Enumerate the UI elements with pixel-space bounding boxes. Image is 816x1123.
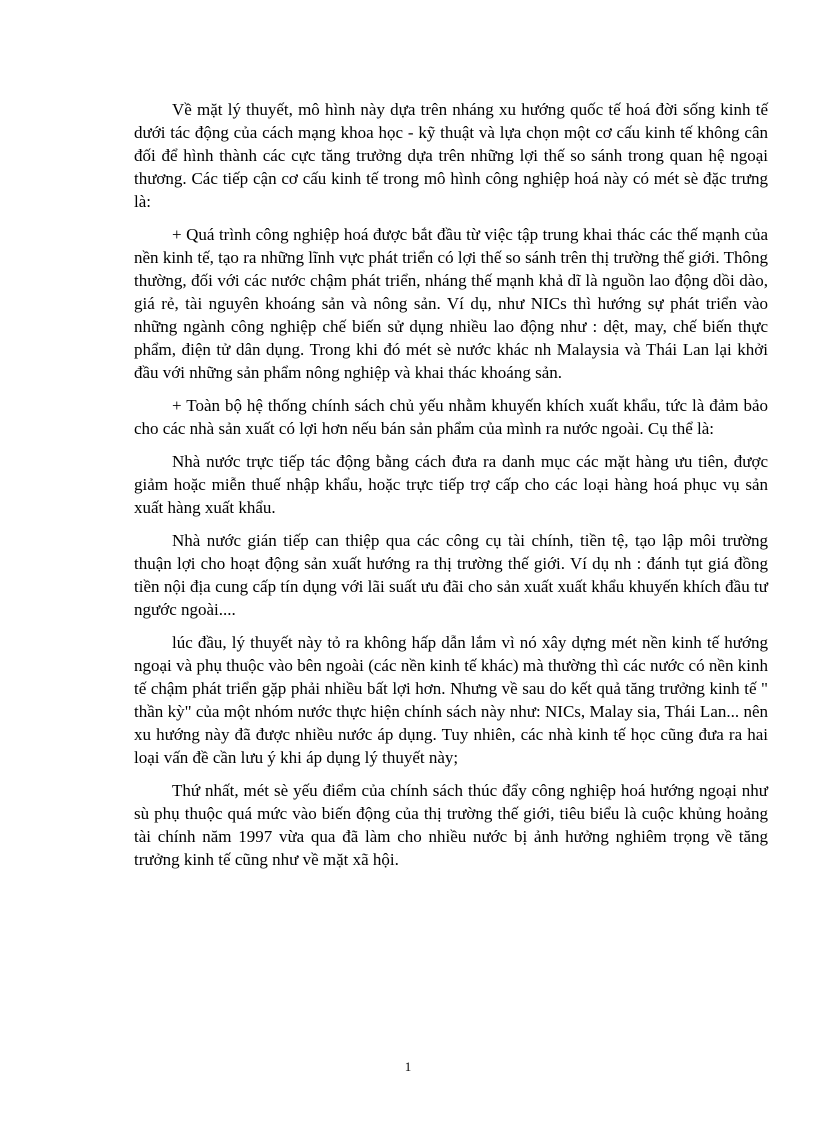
paragraph-2: + Quá trình công nghiệp hoá được bắt đầu từ việc tập trung khai thác các thế mạnh của nền kinh tế, tạo ra những lĩnh vực phát triển có lợi thế so sánh trên thị trường thế giới. Thông thường, đối với các nước chậm phát triển, nháng thế mạnh khả dĩ là nguồn lao động dồi dào, giá rẻ, tài nguyên khoáng sản và nông sản. Ví dụ, như NICs thì hướng sự phát triển vào những ngành công nghiệp chế biến sử dụng nhiều lao động như : dệt, may, chế biến thực phẩm, điện tử dân dụng. Trong khi đó mét sè nước khác nh Malaysia và Thái Lan lại khởi đầu với những sản phẩm nông nghiệp và khai thác khoáng sản.	[134, 225, 768, 382]
paragraph-6: lúc đầu, lý thuyết này tỏ ra không hấp dẫn lắm vì nó xây dựng mét nền kinh tế hướng ngoại và phụ thuộc vào bên ngoài (các nền kinh tế khác) mà thường thì các nước có nền kinh tế chậm phát triển gặp phải nhiều bất lợi hơn. Nhưng về sau do kết quả tăng trưởng kinh tế " thần kỳ" của một nhóm nước thực hiện chính sách này như: NICs, Malay sia, Thái Lan... nên xu hướng này đã được nhiều nước áp dụng. Tuy nhiên, các nhà kinh tế học cũng đưa ra hai loại vấn đề cần lưu ý khi áp dụng lý thuyết này;	[134, 633, 768, 767]
body-text	[134, 98, 768, 881]
paragraph-7: Thứ nhất, mét sè yếu điểm của chính sách thúc đẩy công nghiệp hoá hướng ngoại như sù phụ thuộc quá mức vào biến động của thị trường thế giới, tiêu biểu là cuộc khủng hoảng tài chính năm 1997 vừa qua đã làm cho nhiều nước bị ảnh hưởng nghiêm trọng về tăng trưởng kinh tế cũng như về mặt xã hội.	[134, 781, 768, 869]
paragraph-5: Nhà nước gián tiếp can thiệp qua các công cụ tài chính, tiền tệ, tạo lập môi trường thuận lợi cho hoạt động sản xuất hướng ra thị trường thế giới. Ví dụ nh : đánh tụt giá đồng tiền nội địa cung cấp tín dụng với lãi suất ưu đãi cho sản xuất xuất khẩu khuyến khích đầu tư ngước ngoài....	[134, 531, 768, 619]
paragraph-4: Nhà nước trực tiếp tác động bằng cách đưa ra danh mục các mặt hàng ưu tiên, được giảm hoặc miễn thuế nhập khẩu, hoặc trực tiếp trợ cấp cho các loại hàng hoá phục vụ sản xuất hàng xuất khẩu.	[134, 452, 768, 517]
paragraph-3: + Toàn bộ hệ thống chính sách chủ yếu nhằm khuyến khích xuất khẩu, tức là đảm bảo cho các nhà sản xuất có lợi hơn nếu bán sản phẩm của mình ra nước ngoài. Cụ thể là:	[134, 396, 768, 438]
paragraph-1: Về mặt lý thuyết, mô hình này dựa trên nháng xu hướng quốc tế hoá đời sống kinh tế dưới tác động của cách mạng khoa học - kỹ thuật và lựa chọn một cơ cấu kinh tế không cân đối để hình thành các cực tăng trưởng dựa trên những lợi thế so sánh trong quan hệ ngoại thương. Các tiếp cận cơ cấu kinh tế trong mô hình công nghiệp hoá này có mét sè đặc trưng là:	[134, 100, 768, 211]
page-number: 1	[404, 1059, 412, 1074]
